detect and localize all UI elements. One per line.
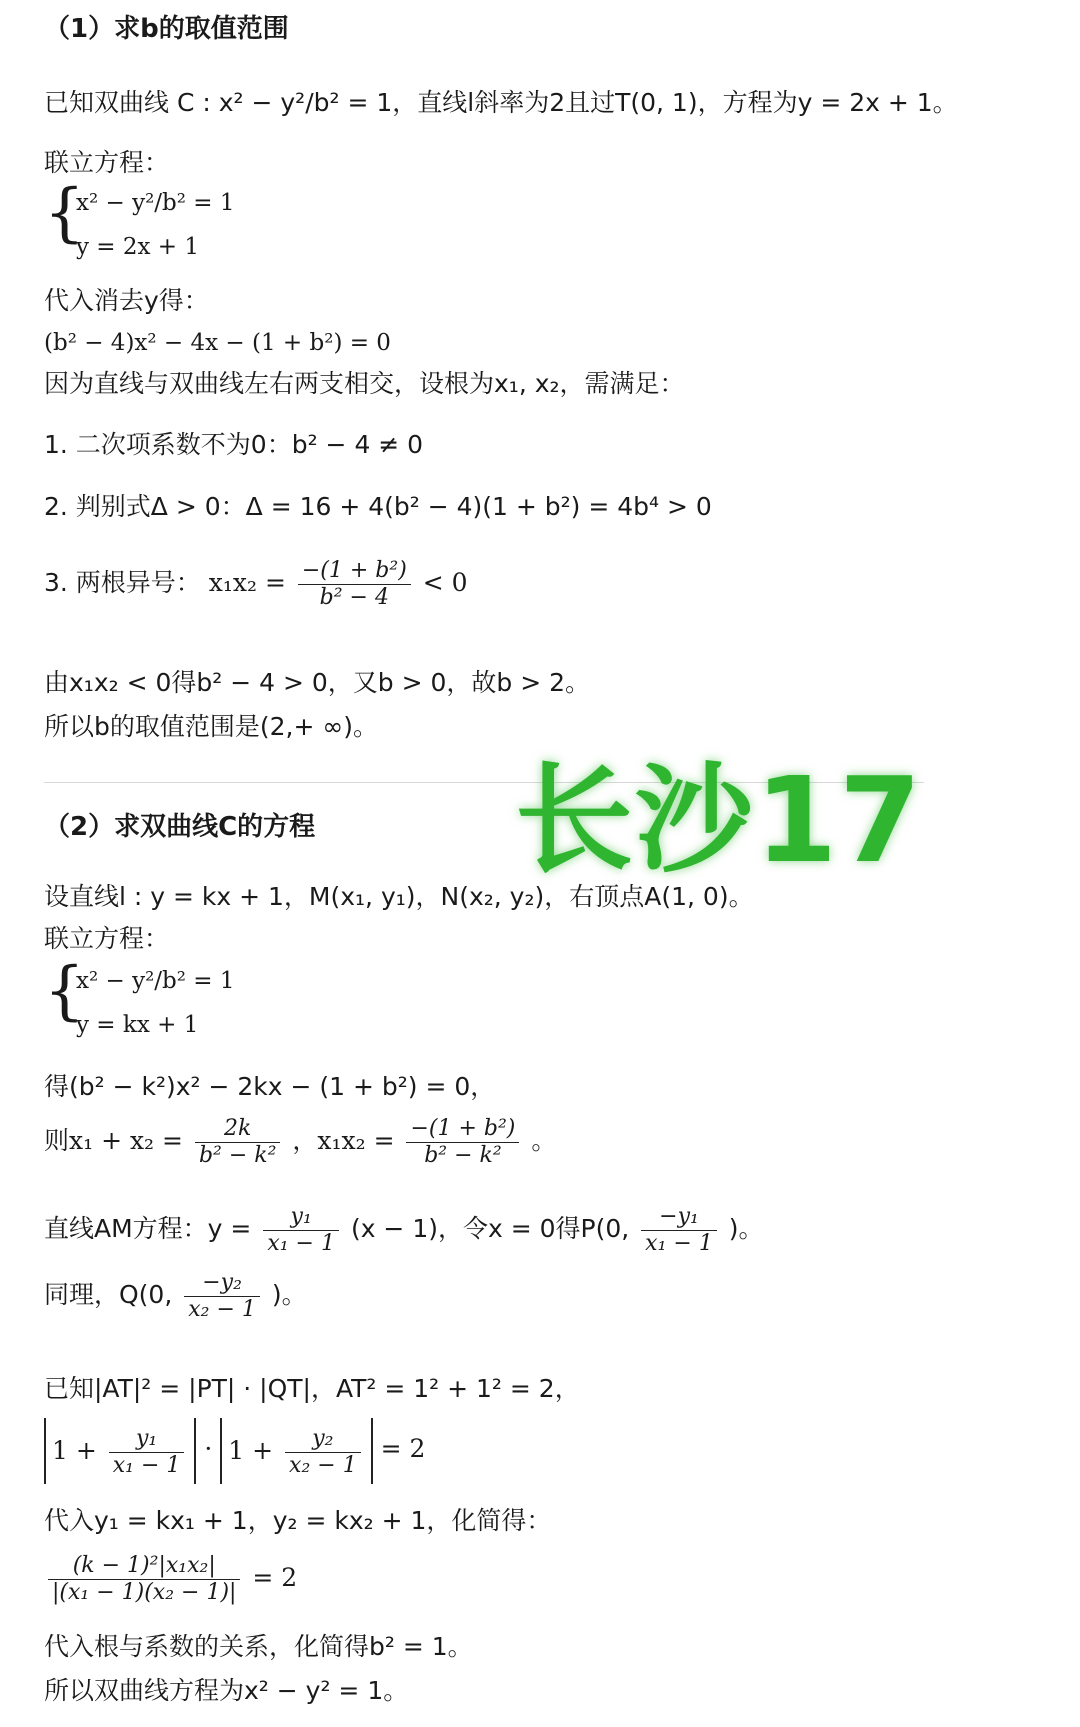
q-fraction bbox=[184, 1270, 260, 1323]
fraction-numerator: −(1 + b²) bbox=[410, 1115, 516, 1141]
abs-fraction bbox=[285, 1426, 361, 1479]
sum-fraction bbox=[195, 1116, 280, 1169]
fraction-numerator: −y₂ bbox=[202, 1269, 242, 1295]
fraction-numerator: y₁ bbox=[135, 1425, 158, 1451]
condition-3 bbox=[44, 550, 468, 616]
dot-operator: · bbox=[204, 1434, 213, 1463]
left-brace-icon: { bbox=[44, 954, 85, 1028]
system-equation-1: x² − y²/b² = 1 bbox=[76, 968, 235, 994]
fraction-numerator: 2k bbox=[224, 1115, 252, 1141]
part2-setup: 设直线l : y = kx + 1，M(x₁, y₁)，N(x₂, y₂)，右顶点A(1, 0)。 bbox=[44, 882, 754, 911]
part1-result: 所以b的取值范围是(2,+ ∞)。 bbox=[44, 712, 378, 741]
abs-prefix: 1 + bbox=[52, 1435, 97, 1465]
part2-vieta-result: 代入根与系数的关系，化简得b² = 1。 bbox=[44, 1632, 473, 1661]
fraction-numerator: −(1 + b²) bbox=[301, 557, 407, 583]
fraction-denominator: b² − k² bbox=[195, 1142, 280, 1169]
watermark: 长沙17 bbox=[515, 751, 924, 889]
p-fraction bbox=[641, 1204, 717, 1257]
absolute-value-1 bbox=[44, 1418, 196, 1484]
system-equation-1: x² − y²/b² = 1 bbox=[76, 190, 235, 216]
part2-result: 所以双曲线方程为x² − y² = 1。 bbox=[44, 1676, 409, 1705]
am-end: )。 bbox=[728, 1214, 764, 1243]
simplified-fraction bbox=[48, 1553, 240, 1606]
fraction-denominator: x₂ − 1 bbox=[285, 1452, 361, 1479]
part2-substitute: 代入y₁ = kx₁ + 1，y₂ = kx₂ + 1，化简得： bbox=[44, 1506, 552, 1535]
fraction-numerator: (k − 1)²|x₁x₂| bbox=[72, 1552, 216, 1578]
abs-prefix: 1 + bbox=[228, 1435, 274, 1465]
line-am-equation bbox=[44, 1196, 764, 1262]
part1-known: 已知双曲线 C : x² − y²/b² = 1，直线l斜率为2且过T(0, 1)，方程为y = 2x + 1。 bbox=[44, 88, 958, 117]
product-label: ，x₁x₂ = bbox=[292, 1126, 395, 1155]
sum-label: 则x₁ + x₂ = bbox=[44, 1126, 183, 1155]
abs-rhs: = 2 bbox=[380, 1434, 426, 1463]
absolute-value-2 bbox=[220, 1418, 372, 1484]
fraction-denominator: |(x₁ − 1)(x₂ − 1)| bbox=[48, 1579, 240, 1606]
am-middle: (x − 1)，令x = 0得P(0, bbox=[350, 1214, 630, 1243]
condition-3-rhs: < 0 bbox=[422, 568, 468, 597]
condition-1: 1. 二次项系数不为0：b² − 4 ≠ 0 bbox=[44, 430, 424, 459]
part2-equation-system bbox=[44, 954, 344, 1050]
part1-eliminate-label: 代入消去y得： bbox=[44, 286, 209, 315]
simplified-rhs: = 2 bbox=[252, 1563, 298, 1592]
condition-3-lhs: x₁x₂ = bbox=[208, 568, 286, 597]
fraction-numerator: −y₁ bbox=[659, 1203, 699, 1229]
part2-combine-label: 联立方程： bbox=[44, 924, 170, 953]
part1-equation-system bbox=[44, 176, 344, 272]
fraction-denominator: x₂ − 1 bbox=[184, 1296, 260, 1323]
fraction-denominator: b² − 4 bbox=[298, 584, 411, 611]
product-fraction bbox=[406, 1116, 519, 1169]
absolute-value-equation bbox=[44, 1416, 425, 1484]
same-end: )。 bbox=[271, 1280, 307, 1309]
am-label: 直线AM方程：y = bbox=[44, 1214, 252, 1243]
part1-combine-label: 联立方程： bbox=[44, 148, 170, 177]
part2-known: 已知|AT|² = |PT| · |QT|，AT² = 1² + 1² = 2， bbox=[44, 1374, 580, 1403]
part2-title: （2）求双曲线C的方程 bbox=[44, 812, 316, 842]
fraction-denominator: b² − k² bbox=[406, 1142, 519, 1169]
condition-3-fraction bbox=[298, 558, 411, 611]
vieta-formulas bbox=[44, 1108, 556, 1174]
point-q bbox=[44, 1262, 307, 1328]
abs-fraction bbox=[109, 1426, 185, 1479]
condition-3-label: 3. 两根异号： bbox=[44, 568, 201, 597]
part2-quadratic: 得(b² − k²)x² − 2kx − (1 + b²) = 0， bbox=[44, 1072, 496, 1101]
same-label: 同理，Q(0, bbox=[44, 1280, 173, 1309]
simplified-equation bbox=[44, 1544, 297, 1612]
part1-derivation: 由x₁x₂ < 0得b² − 4 > 0，又b > 0，故b > 2。 bbox=[44, 668, 590, 697]
fraction-numerator: y₁ bbox=[290, 1203, 312, 1229]
system-equation-2: y = kx + 1 bbox=[76, 1012, 199, 1038]
am-fraction bbox=[263, 1204, 339, 1257]
part1-because: 因为直线与双曲线左右两支相交，设根为x₁, x₂，需满足： bbox=[44, 369, 685, 398]
fraction-denominator: x₁ − 1 bbox=[263, 1230, 339, 1257]
end-mark: 。 bbox=[531, 1126, 557, 1155]
fraction-denominator: x₁ − 1 bbox=[109, 1452, 185, 1479]
part1-title: （1）求b的取值范围 bbox=[44, 14, 289, 44]
part1-quadratic: (b² − 4)x² − 4x − (1 + b²) = 0 bbox=[44, 330, 391, 356]
condition-2: 2. 判别式Δ > 0：Δ = 16 + 4(b² − 4)(1 + b²) = 4b⁴ > 0 bbox=[44, 492, 712, 521]
fraction-denominator: x₁ − 1 bbox=[641, 1230, 717, 1257]
left-brace-icon: { bbox=[44, 176, 85, 250]
fraction-numerator: y₂ bbox=[312, 1425, 334, 1451]
system-equation-2: y = 2x + 1 bbox=[76, 234, 200, 260]
